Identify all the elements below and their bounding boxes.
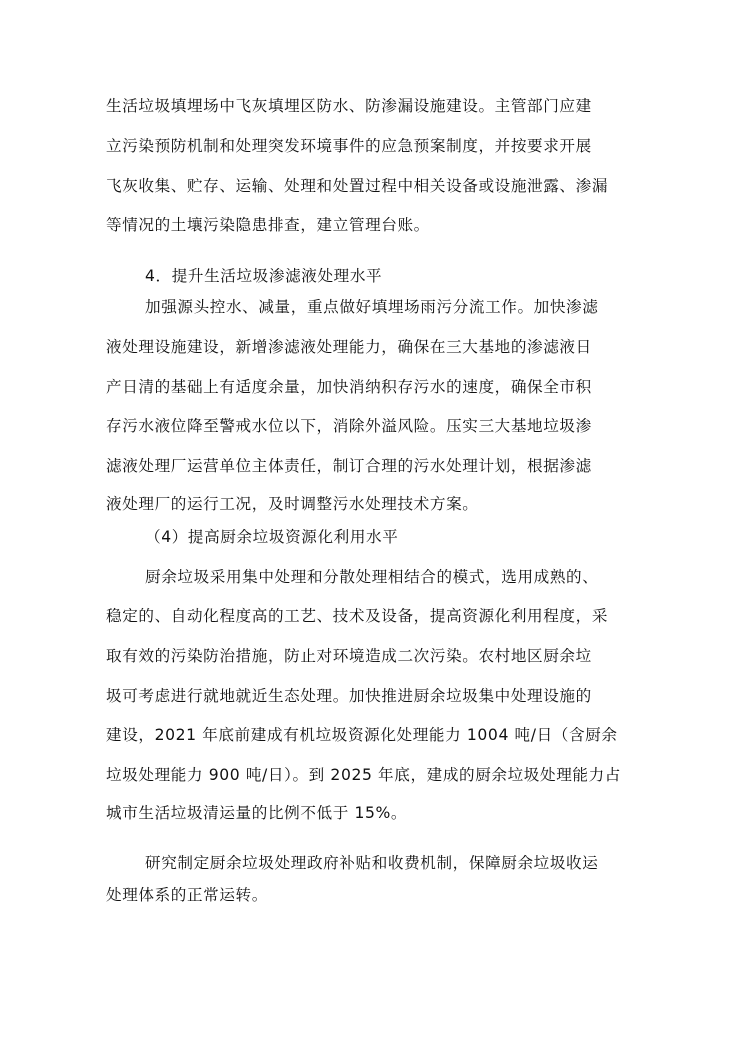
- paragraph-3-line-4: 圾可考虑进行就地就近生态处理。加快推进厨余垃圾集中处理设施的: [106, 687, 592, 705]
- paragraph-1-line-2: 立污染预防机制和处理突发环境事件的应急预案制度，并按要求开展: [106, 137, 592, 155]
- paragraph-3-line-7: 城市生活垃圾清运量的比例不低于 15%。: [106, 804, 408, 822]
- paragraph-2-line-3: 产日清的基础上有适度余量，加快消纳积存污水的速度，确保全市积: [106, 378, 592, 396]
- paragraph-4-line-2: 处理体系的正常运转。: [106, 886, 268, 904]
- paragraph-2-line-6: 液处理厂的运行工况，及时调整污水处理技术方案。: [106, 495, 479, 513]
- paragraph-2-line-5: 滤液处理厂运营单位主体责任，制订合理的污水处理计划，根据渗滤: [106, 457, 592, 475]
- paragraph-3-line-6: 垃圾处理能力 900 吨/日）。到 2025 年底，建成的厨余垃圾处理能力占: [106, 766, 621, 784]
- paragraph-3-line-1: 厨余垃圾采用集中处理和分散处理相结合的模式，选用成熟的、: [145, 568, 599, 586]
- section-heading-4: 4．提升生活垃圾渗滤液处理水平: [145, 267, 383, 285]
- paragraph-4-line-1: 研究制定厨余垃圾处理政府补贴和收费机制，保障厨余垃圾收运: [145, 854, 599, 872]
- paragraph-1-line-1: 生活垃圾填埋场中飞灰填埋区防水、防渗漏设施建设。主管部门应建: [106, 97, 592, 115]
- paragraph-1-line-3: 飞灰收集、贮存、运输、处理和处置过程中相关设备或设施泄露、渗漏: [106, 177, 609, 195]
- paragraph-2-line-1: 加强源头控水、减量，重点做好填埋场雨污分流工作。加快渗滤: [145, 298, 599, 316]
- paragraph-3-line-2: 稳定的、自动化程度高的工艺、技术及设备，提高资源化利用程度，采: [106, 607, 609, 625]
- paragraph-3-line-3: 取有效的污染防治措施，防止对环境造成二次污染。农村地区厨余垃: [106, 647, 592, 665]
- paragraph-3-line-5: 建设，2021 年底前建成有机垃圾资源化处理能力 1004 吨/日（含厨余: [106, 726, 618, 744]
- paragraph-1-line-4: 等情况的土壤污染隐患排查，建立管理台账。: [106, 216, 430, 234]
- section-heading-4-paren: （4）提高厨余垃圾资源化利用水平: [145, 528, 399, 546]
- paragraph-2-line-2: 液处理设施建设，新增渗滤液处理能力，确保在三大基地的渗滤液日: [106, 338, 592, 356]
- paragraph-2-line-4: 存污水液位降至警戒水位以下，消除外溢风险。压实三大基地垃圾渗: [106, 417, 592, 435]
